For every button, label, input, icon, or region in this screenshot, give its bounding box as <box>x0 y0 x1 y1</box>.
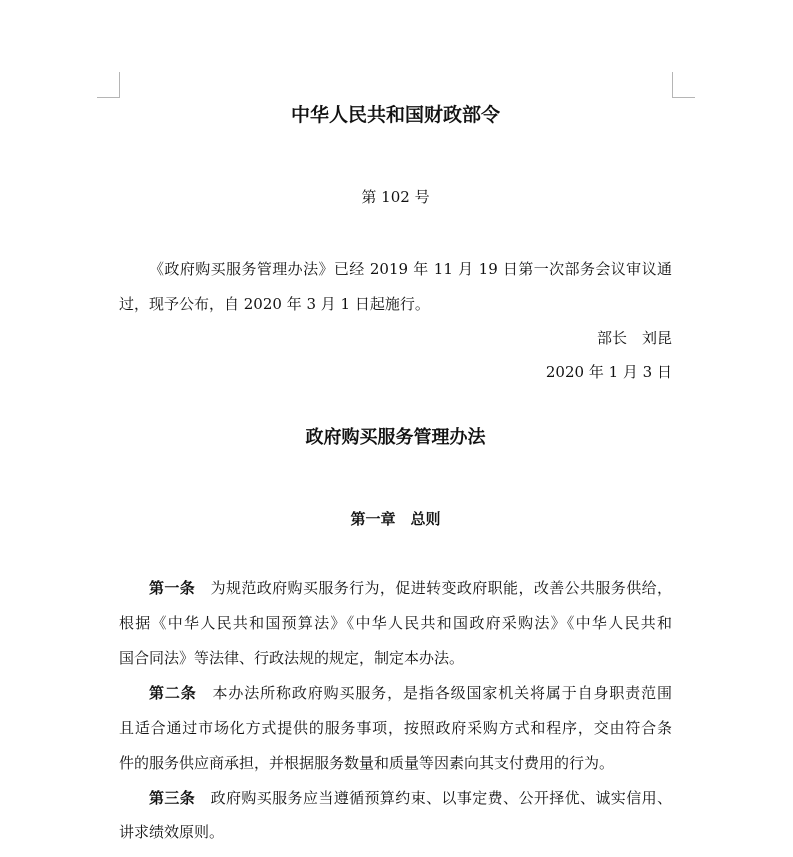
article-text: 政府购买服务应当遵循预算约束、以事定费、公开择优、诚实信用、 <box>210 789 672 807</box>
decree-date: 2020 年 1 月 3 日 <box>545 363 672 381</box>
decree-title: 中华人民共和国财政部令 <box>290 104 500 126</box>
chapter-heading: 第一章 总则 <box>350 510 441 528</box>
decree-text-line: 《政府购买服务管理办法》已经 2019 年 11 月 19 日第一次部务会议审议通 <box>149 260 672 278</box>
article-line <box>149 683 672 703</box>
crop-mark-top-left <box>97 97 120 98</box>
document-title: 政府购买服务管理办法 <box>305 427 486 448</box>
article-line: 且适合通过市场化方式提供的服务事项，按照政府采购方式和程序，交由符合条 <box>119 719 672 737</box>
crop-mark-top-right <box>672 97 695 98</box>
decree-text-line: 过，现予公布，自 2020 年 3 月 1 日起施行。 <box>119 295 430 313</box>
article-line <box>149 578 672 598</box>
signatory: 部长 刘昆 <box>596 329 672 347</box>
article-line: 根据《中华人民共和国预算法》《中华人民共和国政府采购法》《中华人民共和 <box>119 614 672 632</box>
article-line <box>149 788 672 808</box>
article-line: 讲求绩效原则。 <box>119 823 225 841</box>
article-label: 第三条 <box>149 789 196 807</box>
article-text: 为规范政府购买服务行为，促进转变政府职能，改善公共服务供给， <box>210 579 672 597</box>
article-line: 件的服务供应商承担，并根据服务数量和质量等因素向其支付费用的行为。 <box>119 754 615 772</box>
article-label: 第二条 <box>149 684 197 702</box>
article-line: 国合同法》等法律、行政法规的规定，制定本办法。 <box>119 649 465 667</box>
crop-mark-top-right <box>672 72 673 98</box>
article-text: 本办法所称政府购买服务，是指各级国家机关将属于自身职责范围 <box>211 684 672 702</box>
article-label: 第一条 <box>149 579 196 597</box>
crop-mark-top-left <box>119 72 120 98</box>
decree-number: 第 102 号 <box>361 188 430 206</box>
